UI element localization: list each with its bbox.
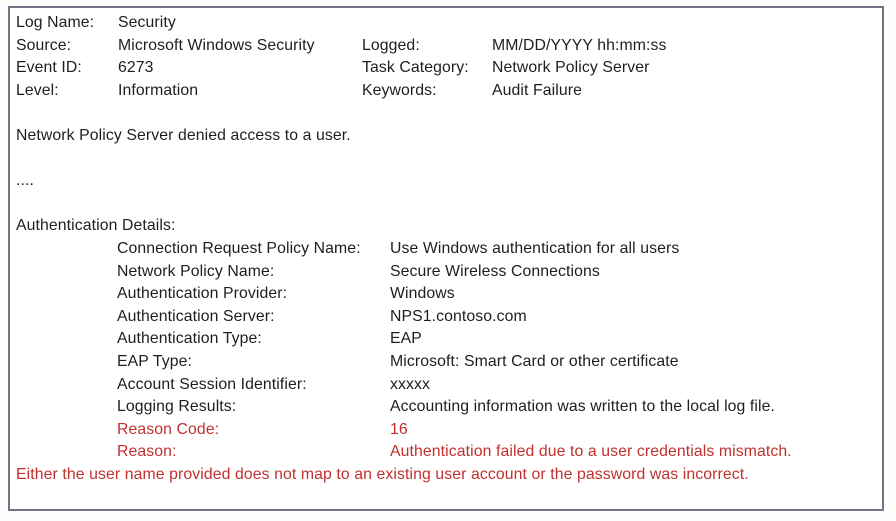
field-label-event-id: Event ID: bbox=[16, 59, 82, 77]
header-row-level bbox=[16, 80, 878, 103]
field-value-keywords: Audit Failure bbox=[492, 81, 582, 99]
field-label-source: Source: bbox=[16, 36, 72, 54]
indent bbox=[16, 441, 117, 464]
header-row-source bbox=[16, 35, 878, 58]
field-value-logged: MM/DD/YYYY hh:mm:ss bbox=[492, 36, 667, 54]
detail-row-authentication-provider bbox=[16, 283, 878, 306]
field-label-log-name: Log Name: bbox=[16, 14, 95, 31]
detail-row-reason-code bbox=[16, 419, 878, 442]
field-value-empty bbox=[492, 12, 878, 35]
detail-row-authentication-server bbox=[16, 306, 878, 329]
event-description: Network Policy Server denied access to a user. bbox=[16, 126, 351, 144]
detail-label: Reason Code: bbox=[117, 420, 220, 438]
spacer bbox=[16, 193, 878, 216]
field-label-task-category: Task Category: bbox=[362, 59, 469, 77]
detail-value: NPS1.contoso.com bbox=[390, 307, 527, 325]
detail-label: Authentication Provider: bbox=[117, 285, 288, 303]
detail-row-network-policy-name bbox=[16, 261, 878, 284]
event-log-panel bbox=[8, 6, 884, 511]
indent bbox=[16, 351, 117, 374]
field-label-empty bbox=[362, 12, 492, 35]
detail-value: Authentication failed due to a user credentials mismatch. bbox=[390, 443, 792, 461]
detail-value: Windows bbox=[390, 285, 455, 303]
field-label-logged: Logged: bbox=[362, 36, 420, 54]
detail-label: EAP Type: bbox=[117, 352, 192, 370]
field-label-level: Level: bbox=[16, 81, 59, 99]
header-row-event-id bbox=[16, 57, 878, 80]
indent bbox=[16, 419, 117, 442]
detail-label: Logging Results: bbox=[117, 398, 237, 416]
detail-row-authentication-type bbox=[16, 328, 878, 351]
spacer bbox=[16, 102, 878, 125]
detail-row-logging-results bbox=[16, 396, 878, 419]
detail-label: Connection Request Policy Name: bbox=[117, 239, 361, 257]
detail-row-account-session-identifier bbox=[16, 374, 878, 397]
field-label-keywords: Keywords: bbox=[362, 81, 437, 99]
indent bbox=[16, 261, 117, 284]
field-value-level: Information bbox=[118, 81, 199, 99]
indent bbox=[16, 283, 117, 306]
detail-label: Reason: bbox=[117, 443, 177, 461]
field-value-event-id: 6273 bbox=[118, 59, 154, 77]
header-row-log-name bbox=[16, 12, 878, 35]
detail-value: 16 bbox=[390, 420, 408, 438]
detail-row-eap-type bbox=[16, 351, 878, 374]
section-title-authentication-details: Authentication Details: bbox=[16, 217, 176, 235]
indent bbox=[16, 328, 117, 351]
field-value-log-name: Security bbox=[118, 14, 176, 31]
detail-label: Network Policy Name: bbox=[117, 262, 275, 280]
detail-row-connection-request-policy bbox=[16, 238, 878, 261]
indent bbox=[16, 396, 117, 419]
field-value-source: Microsoft Windows Security bbox=[118, 36, 315, 54]
detail-label: Authentication Type: bbox=[117, 330, 262, 348]
field-value-task-category: Network Policy Server bbox=[492, 59, 650, 77]
detail-row-reason bbox=[16, 441, 878, 464]
ellipsis-text: .... bbox=[16, 172, 34, 190]
detail-label: Account Session Identifier: bbox=[117, 375, 307, 393]
error-explanation-text: Either the user name provided does not map to an existing user account or the password was incorrect. bbox=[16, 465, 749, 483]
detail-value: xxxxx bbox=[390, 375, 430, 393]
indent bbox=[16, 374, 117, 397]
indent bbox=[16, 306, 117, 329]
detail-value: Secure Wireless Connections bbox=[390, 262, 600, 280]
detail-value: Use Windows authentication for all users bbox=[390, 239, 680, 257]
detail-value: Accounting information was written to the local log file. bbox=[390, 398, 776, 416]
detail-value: EAP bbox=[390, 330, 422, 348]
spacer bbox=[16, 148, 878, 171]
indent bbox=[16, 238, 117, 261]
detail-label: Authentication Server: bbox=[117, 307, 275, 325]
detail-value: Microsoft: Smart Card or other certificate bbox=[390, 352, 679, 370]
